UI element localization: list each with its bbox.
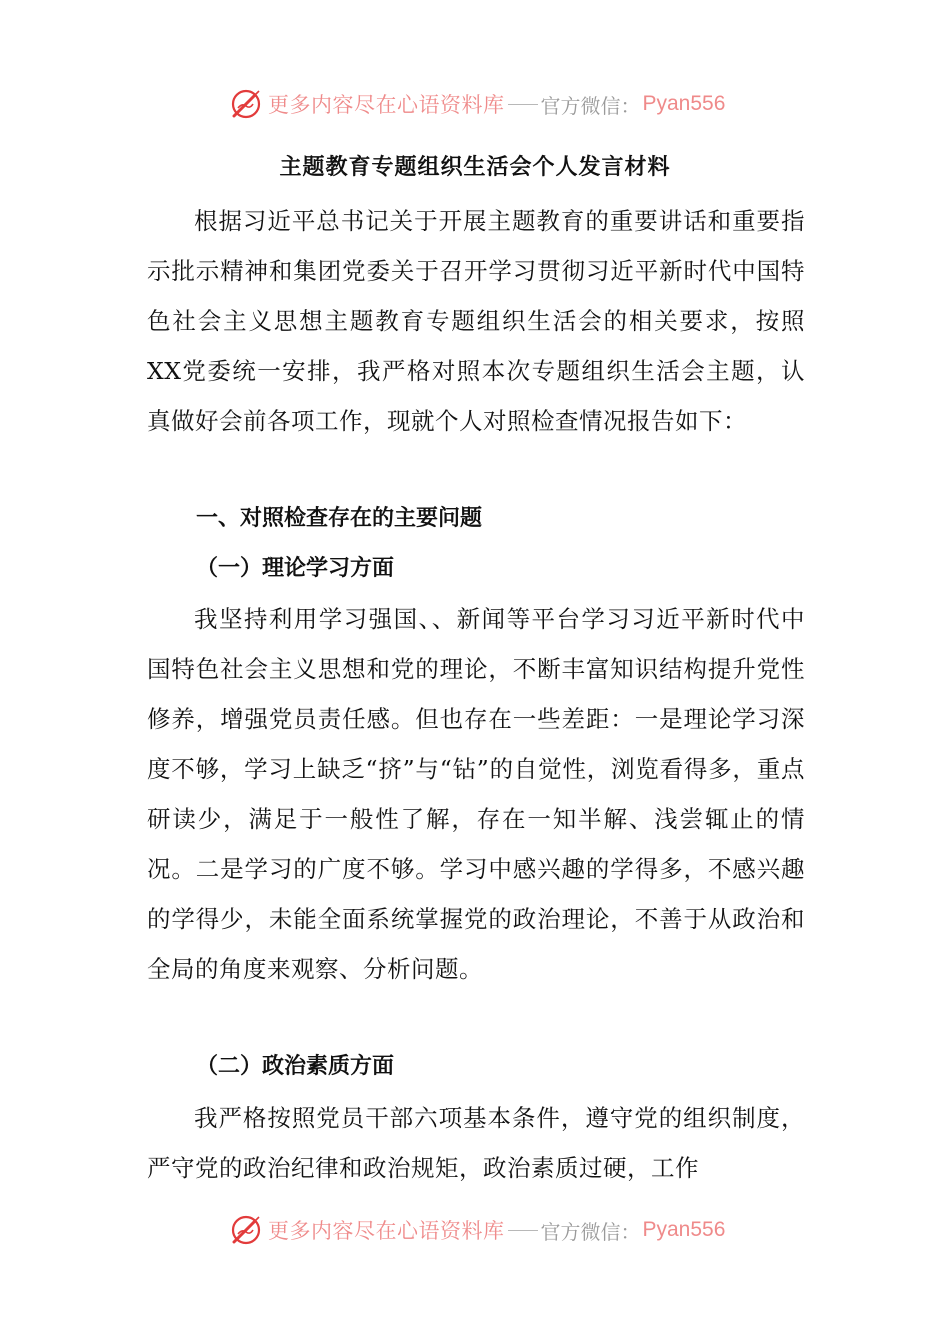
watermark-label: 官方微信：: [540, 93, 641, 118]
theory-paragraph: 我坚持利用学习强国、、新闻等平台学习习近平新时代中国特色社会主义思想和党的理论，不断丰富知识结构提升党性修养，增强党员责任感。但也存在一些差距：一是理论学习深度不够，学习上缺乏“挤”与“钻”的自觉性，浏览看得多，重点研读少，满足于一般性了解，存在一知半解、浅尝辄止的情况。二是学习的广度不够。学习中感兴趣的学得多，不感兴趣的学得少，未能全面系统掌握党的政治理论，不善于从政治和全局的角度来观察、分析问题。: [147, 605, 805, 983]
intro-block: [147, 196, 805, 446]
watermark-dash: [508, 104, 538, 105]
theory-block: [147, 594, 805, 994]
intro-paragraph: 根据习近平总书记关于开展主题教育的重要讲话和重要指示批示精神和集团党委关于召开学习贯彻习近平新时代中国特色社会主义思想主题教育专题组织生活会的相关要求，按照XX党委统一安排，我严格对照本次专题组织生活会主题，认真做好会前各项工作，现就个人对照检查情况报告如下：: [147, 207, 805, 435]
watermark-id: Pyan556: [642, 92, 726, 115]
document-title: 主题教育专题组织生活会个人发言材料: [279, 155, 671, 180]
subsection-heading-theory: （一）理论学习方面: [196, 556, 395, 581]
subsection-heading-political: （二）政治素质方面: [196, 1054, 395, 1079]
watermark-text: 更多内容尽在心语资料库: [268, 93, 505, 117]
pen-logo-icon: [228, 86, 264, 122]
pen-logo-icon: [228, 1212, 264, 1248]
watermark-label: 官方微信：: [540, 1219, 641, 1244]
watermark-id: Pyan556: [642, 1218, 726, 1241]
political-block: [147, 1093, 805, 1193]
watermark-banner-bottom: [228, 1210, 725, 1250]
watermark-text: 更多内容尽在心语资料库: [268, 1219, 505, 1243]
watermark-banner-top: [228, 84, 725, 124]
political-paragraph: 我严格按照党员干部六项基本条件，遵守党的组织制度，严守党的政治纪律和政治规矩，政治素质过硬，工作: [147, 1104, 805, 1182]
watermark-dash: [508, 1230, 538, 1231]
section-heading: 一、对照检查存在的主要问题: [196, 506, 483, 531]
